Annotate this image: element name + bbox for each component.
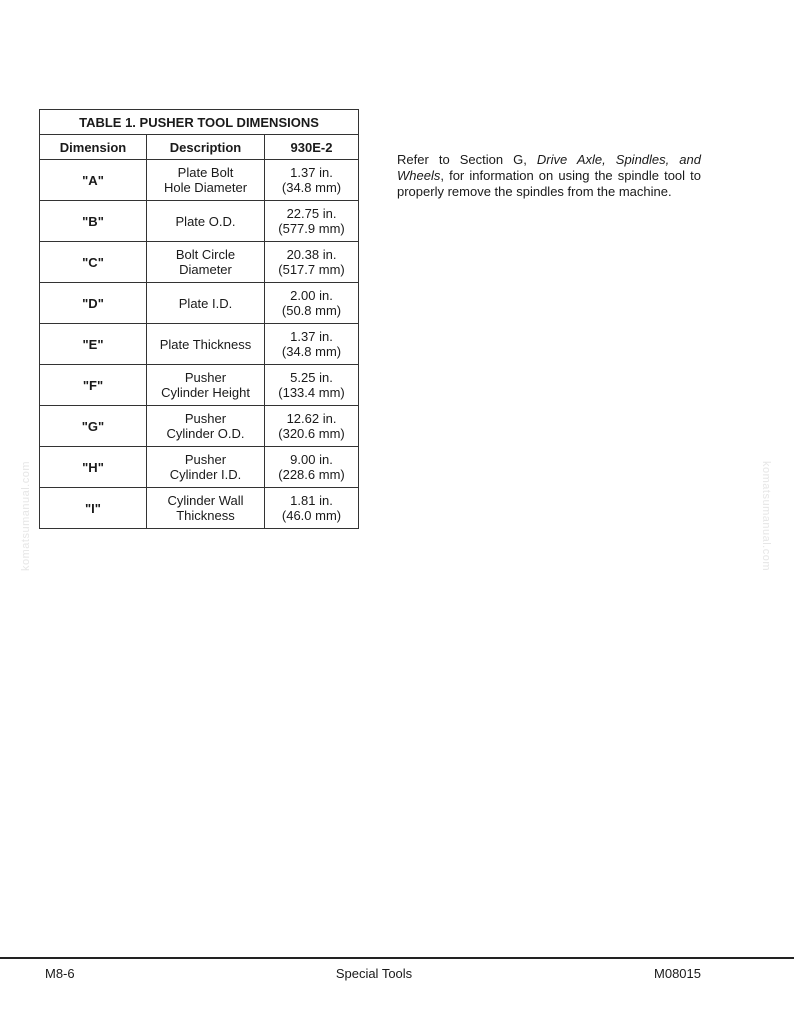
value-line: (320.6 mm) <box>278 426 345 441</box>
dimension-cell: "A" <box>40 160 147 201</box>
table-row <box>40 201 359 242</box>
description-line: Cylinder Wall <box>167 493 244 508</box>
header-description: Description <box>147 135 265 160</box>
description-cell <box>147 447 265 488</box>
table-title: TABLE 1. PUSHER TOOL DIMENSIONS <box>40 110 359 135</box>
value-cell <box>265 365 359 406</box>
dimension-cell: "B" <box>40 201 147 242</box>
reference-section-title: Drive Axle, Spindles, and Wheels <box>397 152 701 183</box>
value-line: (133.4 mm) <box>278 385 345 400</box>
value-line: 20.38 in. <box>286 247 337 262</box>
value-line: 1.37 in. <box>290 329 333 344</box>
description-line: Diameter <box>179 262 232 277</box>
value-cell <box>265 160 359 201</box>
footer-page-number: M8-6 <box>45 966 75 981</box>
description-cell <box>147 324 265 365</box>
description-cell <box>147 201 265 242</box>
footer-rule <box>0 957 794 959</box>
dimension-cell: "C" <box>40 242 147 283</box>
value-line: (34.8 mm) <box>281 344 342 359</box>
pusher-tool-dimensions-table-wrap <box>39 109 358 529</box>
description-line: Cylinder I.D. <box>169 467 242 482</box>
description-cell <box>147 242 265 283</box>
table-row <box>40 406 359 447</box>
pusher-tool-dimensions-table <box>39 109 359 529</box>
description-line: Pusher <box>184 452 227 467</box>
value-line: 5.25 in. <box>290 370 333 385</box>
value-cell <box>265 488 359 529</box>
description-line: Plate O.D. <box>175 213 236 229</box>
value-cell <box>265 447 359 488</box>
value-line: 22.75 in. <box>286 206 337 221</box>
table-row <box>40 324 359 365</box>
table-row <box>40 488 359 529</box>
value-line: (517.7 mm) <box>278 262 345 277</box>
value-cell <box>265 324 359 365</box>
value-line: 9.00 in. <box>290 452 333 467</box>
dimension-cell: "H" <box>40 447 147 488</box>
description-line: Plate Bolt <box>177 165 234 180</box>
description-cell <box>147 283 265 324</box>
dimension-cell: "E" <box>40 324 147 365</box>
description-line: Plate Thickness <box>159 336 252 352</box>
value-line: (228.6 mm) <box>278 467 345 482</box>
value-line: (46.0 mm) <box>281 508 342 523</box>
table-row <box>40 160 359 201</box>
header-model: 930E-2 <box>265 135 359 160</box>
dimension-cell: "G" <box>40 406 147 447</box>
description-cell <box>147 160 265 201</box>
footer-document-code: M08015 <box>654 966 701 981</box>
table-row <box>40 365 359 406</box>
value-cell <box>265 406 359 447</box>
reference-paragraph <box>397 152 701 200</box>
description-line: Hole Diameter <box>163 180 248 195</box>
table-row <box>40 447 359 488</box>
value-line: (577.9 mm) <box>278 221 345 236</box>
value-cell <box>265 283 359 324</box>
dimension-cell: "I" <box>40 488 147 529</box>
description-line: Plate I.D. <box>178 295 233 311</box>
header-dimension: Dimension <box>40 135 147 160</box>
footer-section-title: Special Tools <box>335 966 413 981</box>
value-line: (50.8 mm) <box>281 303 342 318</box>
description-cell <box>147 365 265 406</box>
description-line: Thickness <box>176 508 235 523</box>
table-row <box>40 283 359 324</box>
value-line: 1.37 in. <box>290 165 333 180</box>
description-line: Pusher <box>184 370 227 385</box>
value-line: 1.81 in. <box>290 493 333 508</box>
value-line: 2.00 in. <box>290 288 333 303</box>
table-header-row <box>40 135 359 160</box>
description-cell <box>147 406 265 447</box>
watermark-right: komatsumanual.com <box>760 461 772 571</box>
reference-suffix: , for information on using the spindle tool to properly remove the spindles from the machine. <box>397 168 701 199</box>
table-row <box>40 242 359 283</box>
description-line: Pusher <box>184 411 227 426</box>
description-cell <box>147 488 265 529</box>
value-line: (34.8 mm) <box>281 180 342 195</box>
value-cell <box>265 242 359 283</box>
description-line: Cylinder Height <box>161 385 250 400</box>
description-line: Cylinder O.D. <box>166 426 245 441</box>
watermark-left: komatsumanual.com <box>20 461 32 571</box>
value-cell <box>265 201 359 242</box>
dimension-cell: "F" <box>40 365 147 406</box>
description-line: Bolt Circle <box>175 247 236 262</box>
reference-prefix: Refer to Section G, <box>397 152 537 167</box>
dimension-cell: "D" <box>40 283 147 324</box>
value-line: 12.62 in. <box>286 411 337 426</box>
